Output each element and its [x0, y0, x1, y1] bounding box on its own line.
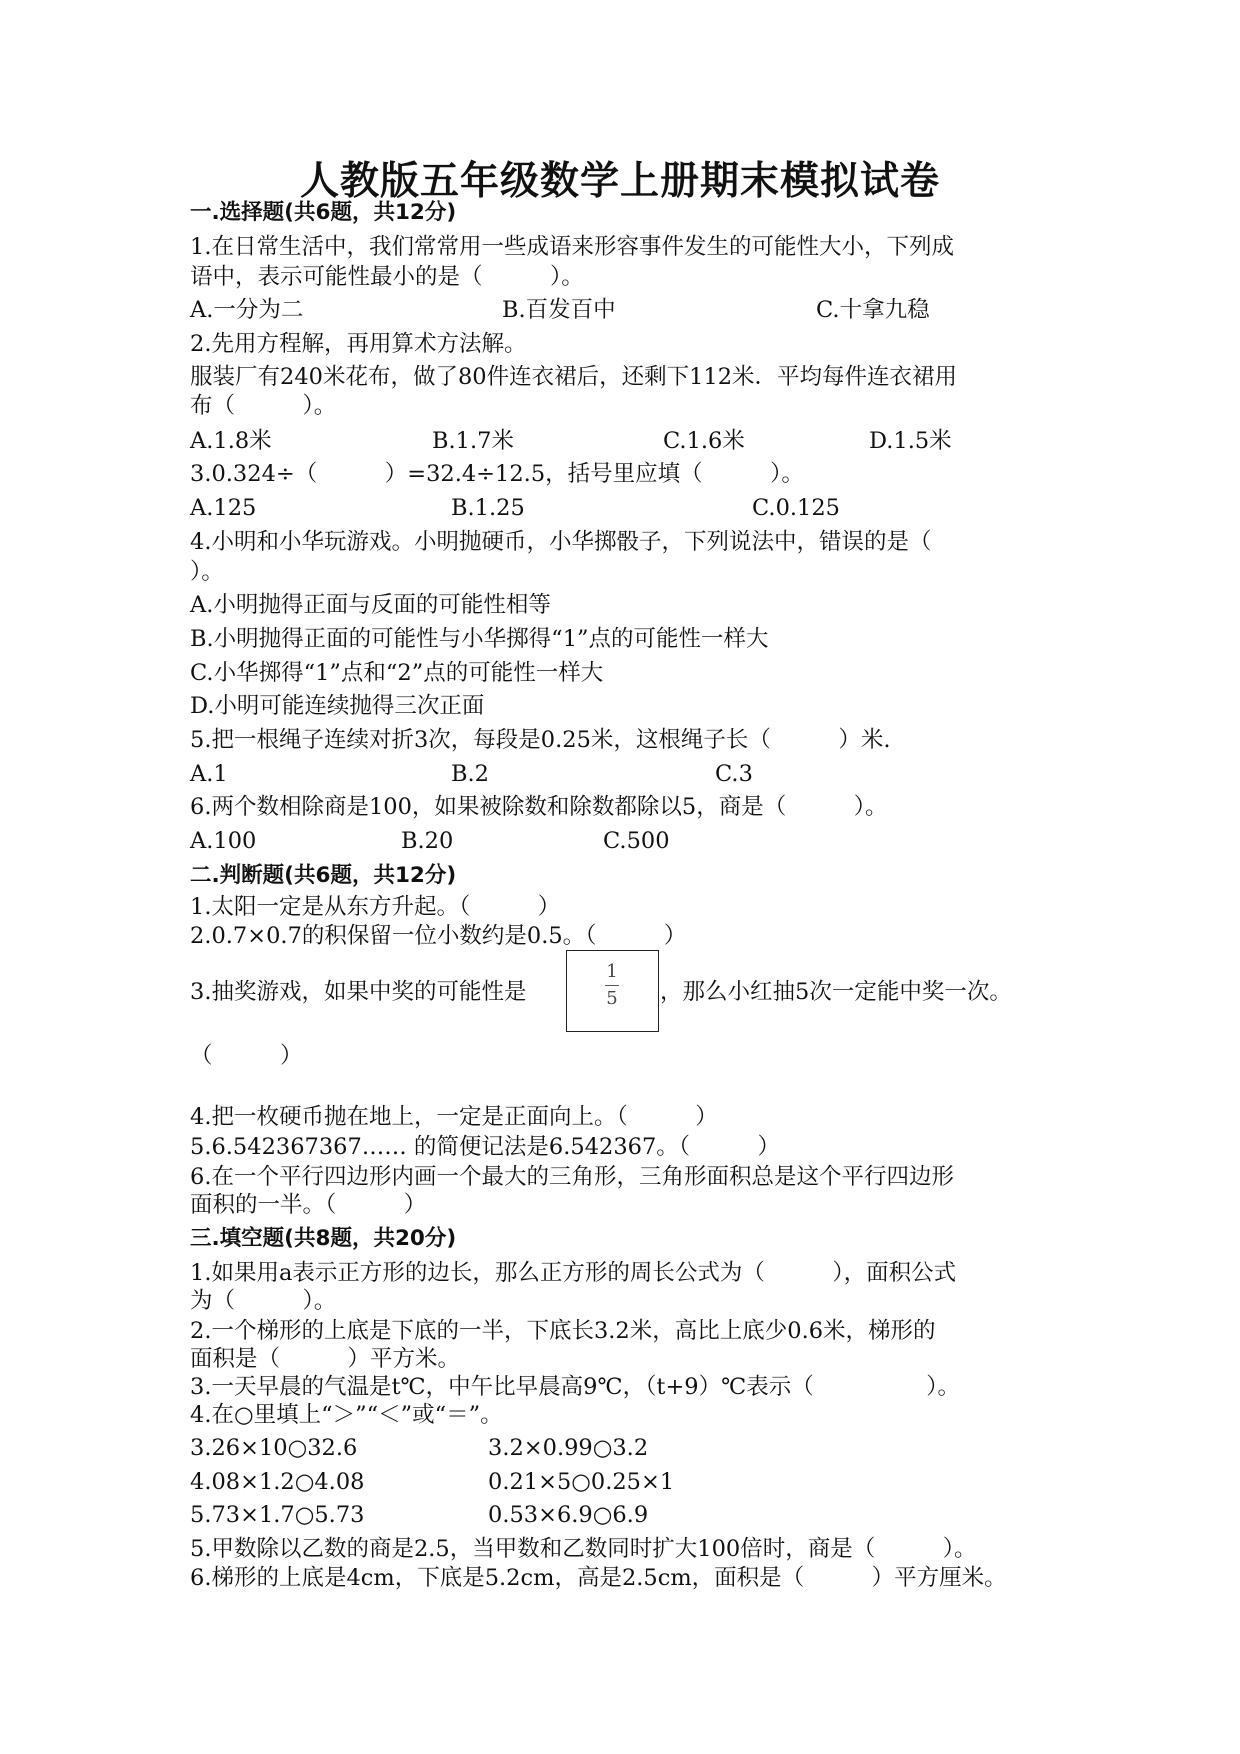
option-a: A.100 [190, 828, 257, 854]
page-title: 人教版五年级数学上册期末模拟试卷 [299, 159, 940, 204]
judgement-2-text: 2.0.7×0.7的积保留一位小数约是0.5。（ ） [190, 923, 687, 949]
fraction-numerator: 1 [606, 961, 618, 982]
compare-item: 3.26×10○32.6 [190, 1435, 358, 1461]
option-a: A.1 [190, 761, 228, 787]
section-heading-judgement: 二.判断题(共6题，共12分) [190, 863, 457, 888]
option-c: C.0.125 [752, 495, 840, 521]
question-2-text-cont2: 布（ ）。 [190, 393, 337, 419]
question-3-text: 3.0.324÷（ ）=32.4÷12.5，括号里应填（ ）。 [190, 461, 804, 487]
option-b: B.百发百中 [502, 297, 616, 323]
judgement-4-text: 4.把一枚硬币抛在地上，一定是正面向上。（ ） [190, 1104, 718, 1130]
option-b: B.20 [401, 828, 454, 854]
fill-3-text: 3.一天早晨的气温是t℃，中午比早晨高9℃，（t+9）℃表示（ ）。 [190, 1374, 961, 1400]
fraction-image [566, 950, 659, 1032]
option-c: C.500 [603, 828, 670, 854]
option-b: B.小明抛得正面的可能性与小华掷得“1”点的可能性一样大 [190, 626, 769, 652]
fill-1-text: 1.如果用a表示正方形的边长，那么正方形的周长公式为（ ），面积公式 [190, 1260, 957, 1286]
option-a: A.1.8米 [190, 428, 272, 454]
judgement-3-text: 3.抽奖游戏，如果中奖的可能性是 [190, 979, 527, 1005]
option-b: B.2 [451, 761, 490, 787]
fill-4-text: 4.在○里填上“＞”“＜”或“＝”。 [190, 1402, 503, 1428]
fraction-bar [605, 985, 619, 986]
judgement-3-answer-paren: （ ） [190, 1043, 303, 1069]
fraction-one-fifth [567, 961, 657, 1010]
fill-6-text: 6.梯形的上底是4cm，下底是5.2cm，高是2.5cm，面积是（ ）平方厘米。 [190, 1565, 1007, 1591]
option-a: A.一分为二 [190, 297, 304, 323]
question-6-text: 6.两个数相除商是100，如果被除数和除数都除以5，商是（ ）。 [190, 794, 888, 820]
question-5-text: 5.把一根绳子连续对折3次，每段是0.25米，这根绳子长（ ）米. [190, 727, 891, 753]
option-b: B.1.25 [451, 495, 525, 521]
section-heading-fill: 三.填空题(共8题，共20分) [190, 1226, 457, 1251]
option-a: A.小明抛得正面与反面的可能性相等 [190, 592, 551, 618]
option-c: C.1.6米 [663, 428, 745, 454]
compare-item: 0.21×5○0.25×1 [488, 1469, 675, 1495]
option-c: C.小华掷得“1”点和“2”点的可能性一样大 [190, 660, 604, 686]
question-1-text: 1.在日常生活中，我们常常用一些成语来形容事件发生的可能性大小，下列成 [190, 234, 954, 260]
option-d: D.小明可能连续抛得三次正面 [190, 693, 485, 719]
option-a: A.125 [190, 495, 257, 521]
compare-item: 3.2×0.99○3.2 [488, 1435, 649, 1461]
judgement-3-text-cont: ，那么小红抽5次一定能中奖一次。 [660, 979, 1012, 1005]
option-c: C.十拿九稳 [816, 297, 930, 323]
judgement-6-text: 6.在一个平行四边形内画一个最大的三角形，三角形面积总是这个平行四边形 [190, 1164, 954, 1190]
question-1-text-cont: 语中，表示可能性最小的是（ ）。 [190, 264, 584, 290]
judgement-6-text-cont: 面积的一半。（ ） [190, 1192, 427, 1218]
compare-item: 0.53×6.9○6.9 [488, 1502, 649, 1528]
fill-1-text-cont: 为（ ）。 [190, 1288, 337, 1314]
question-4-text: 4.小明和小华玩游戏。小明抛硬币，小华掷骰子，下列说法中，错误的是（ [190, 529, 932, 555]
option-d: D.1.5米 [869, 428, 952, 454]
fill-2-text: 2.一个梯形的上底是下底的一半，下底长3.2米，高比上底少0.6米，梯形的 [190, 1318, 936, 1344]
option-c: C.3 [715, 761, 753, 787]
question-2-text-cont: 服装厂有240米花布，做了80件连衣裙后，还剩下112米．平均每件连衣裙用 [190, 364, 958, 390]
fill-5-text: 5.甲数除以乙数的商是2.5，当甲数和乙数同时扩大100倍时，商是（ ）。 [190, 1536, 977, 1562]
question-4-text-cont: ）。 [190, 559, 224, 585]
judgement-1-text: 1.太阳一定是从东方升起。（ ） [190, 894, 561, 920]
compare-item: 5.73×1.7○5.73 [190, 1502, 365, 1528]
question-2-text: 2.先用方程解，再用算术方法解。 [190, 331, 527, 357]
option-b: B.1.7米 [432, 428, 514, 454]
compare-item: 4.08×1.2○4.08 [190, 1469, 365, 1495]
fraction-denominator: 5 [606, 988, 618, 1009]
section-heading-choice: 一.选择题(共6题，共12分) [190, 200, 457, 225]
judgement-5-text: 5.6.542367367…… 的简便记法是6.542367。（ ） [190, 1134, 781, 1160]
fill-2-text-cont: 面积是（ ）平方米。 [190, 1346, 461, 1372]
